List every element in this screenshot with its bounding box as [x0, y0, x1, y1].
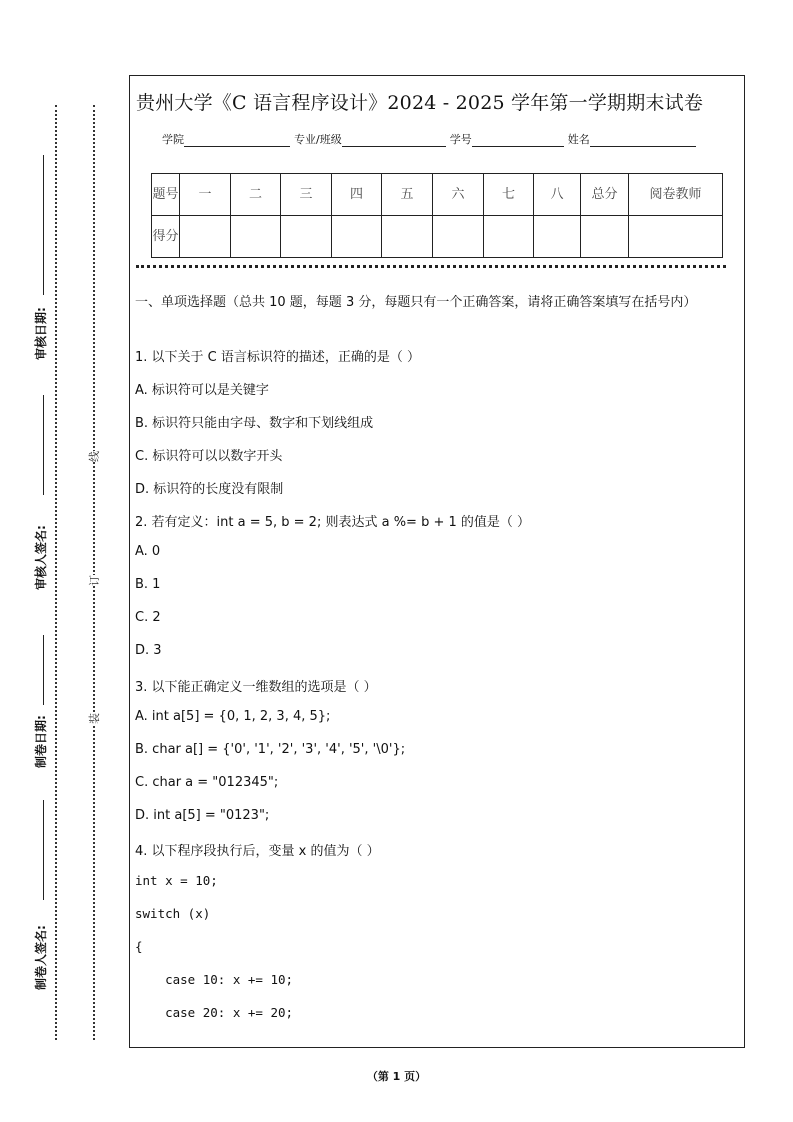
- review-date-label: 审核日期:: [34, 307, 48, 360]
- college-field[interactable]: [184, 132, 290, 147]
- question-2-option-a: A. 0: [135, 544, 161, 559]
- major-field[interactable]: [342, 132, 446, 147]
- binding-char-ding: 订: [88, 575, 101, 586]
- name-field[interactable]: [590, 132, 696, 147]
- score-cell[interactable]: [581, 216, 629, 258]
- question-4-stem: 4. 以下程序段执行后，变量 x 的值为（ ）: [135, 844, 380, 859]
- score-cell[interactable]: [382, 216, 433, 258]
- binding-dotted-line-inner: [93, 105, 95, 1040]
- score-cell[interactable]: [484, 216, 534, 258]
- reviewer-sign-line: [43, 395, 44, 495]
- separator-dotted-line: [136, 265, 726, 268]
- maker-sign-line: [43, 800, 44, 900]
- question-1-option-d: D. 标识符的长度没有限制: [135, 482, 284, 497]
- score-cell[interactable]: [433, 216, 484, 258]
- score-table: [151, 173, 723, 258]
- review-date-line: [43, 155, 44, 295]
- score-header-cell: 题号: [152, 174, 180, 216]
- score-header-cell: 二: [231, 174, 281, 216]
- score-header-cell: 八: [534, 174, 581, 216]
- binding-char-zhuang: 装: [88, 713, 101, 724]
- maker-sign-label: 制卷人签名:: [34, 925, 48, 990]
- college-label: 学院: [162, 133, 184, 146]
- score-header-cell: 三: [281, 174, 332, 216]
- reviewer-sign-label: 审核人签名:: [34, 525, 48, 590]
- question-3-option-a: A. int a[5] = {0, 1, 2, 3, 4, 5};: [135, 709, 331, 724]
- code-line: case 20: x += 20;: [135, 1005, 294, 1020]
- question-2-option-c: C. 2: [135, 610, 161, 625]
- section-heading: 一、单项选择题（总共 10 题，每题 3 分，每题只有一个正确答案，请将正确答案填写在括号内）: [135, 295, 697, 310]
- question-3-option-d: D. int a[5] = "0123";: [135, 808, 270, 823]
- binding-dotted-line-outer: [55, 105, 57, 1040]
- question-2-option-d: D. 3: [135, 643, 162, 658]
- score-header-cell: 总分: [581, 174, 629, 216]
- score-header-cell: 五: [382, 174, 433, 216]
- code-line: switch (x): [135, 906, 211, 921]
- score-table-header-row: [152, 174, 723, 216]
- question-2-stem: 2. 若有定义：int a = 5, b = 2; 则表达式 a %= b + 1 的值是（ ）: [135, 515, 531, 530]
- score-cell[interactable]: [332, 216, 382, 258]
- question-3-stem: 3. 以下能正确定义一维数组的选项是（ ）: [135, 680, 377, 695]
- question-1-stem: 1. 以下关于 C 语言标识符的描述，正确的是（ ）: [135, 350, 421, 365]
- score-cell[interactable]: [180, 216, 231, 258]
- page-number: （第 1 页）: [366, 1070, 427, 1083]
- question-1-option-b: B. 标识符只能由字母、数字和下划线组成: [135, 416, 374, 431]
- binding-char-xian: 线: [88, 451, 101, 462]
- exam-title: 贵州大学《C 语言程序设计》2024 - 2025 学年第一学期期末试卷: [136, 92, 704, 114]
- student-info-row: [162, 131, 700, 147]
- score-cell[interactable]: [281, 216, 332, 258]
- code-line: case 10: x += 10;: [135, 972, 294, 987]
- code-line: {: [135, 939, 143, 954]
- name-label: 姓名: [567, 133, 590, 146]
- question-1-option-c: C. 标识符可以以数字开头: [135, 449, 283, 464]
- major-label: 专业/班级: [294, 133, 342, 146]
- student-id-field[interactable]: [472, 132, 564, 147]
- question-1-option-a: A. 标识符可以是关键字: [135, 383, 269, 398]
- score-header-cell: 七: [484, 174, 534, 216]
- question-2-option-b: B. 1: [135, 577, 161, 592]
- student-id-label: 学号: [449, 133, 472, 146]
- score-cell[interactable]: [629, 216, 723, 258]
- question-3-option-b: B. char a[] = {'0', '1', '2', '3', '4', '5', '\0'};: [135, 742, 406, 757]
- score-header-cell: 一: [180, 174, 231, 216]
- question-3-option-c: C. char a = "012345";: [135, 775, 279, 790]
- score-header-cell: 阅卷教师: [629, 174, 723, 216]
- score-header-cell: 四: [332, 174, 382, 216]
- make-date-label: 制卷日期:: [34, 715, 48, 768]
- score-row-label: 得分: [152, 216, 180, 258]
- code-line: int x = 10;: [135, 873, 218, 888]
- score-cell[interactable]: [231, 216, 281, 258]
- score-table-score-row: [152, 216, 723, 258]
- make-date-line: [43, 635, 44, 705]
- score-header-cell: 六: [433, 174, 484, 216]
- score-cell[interactable]: [534, 216, 581, 258]
